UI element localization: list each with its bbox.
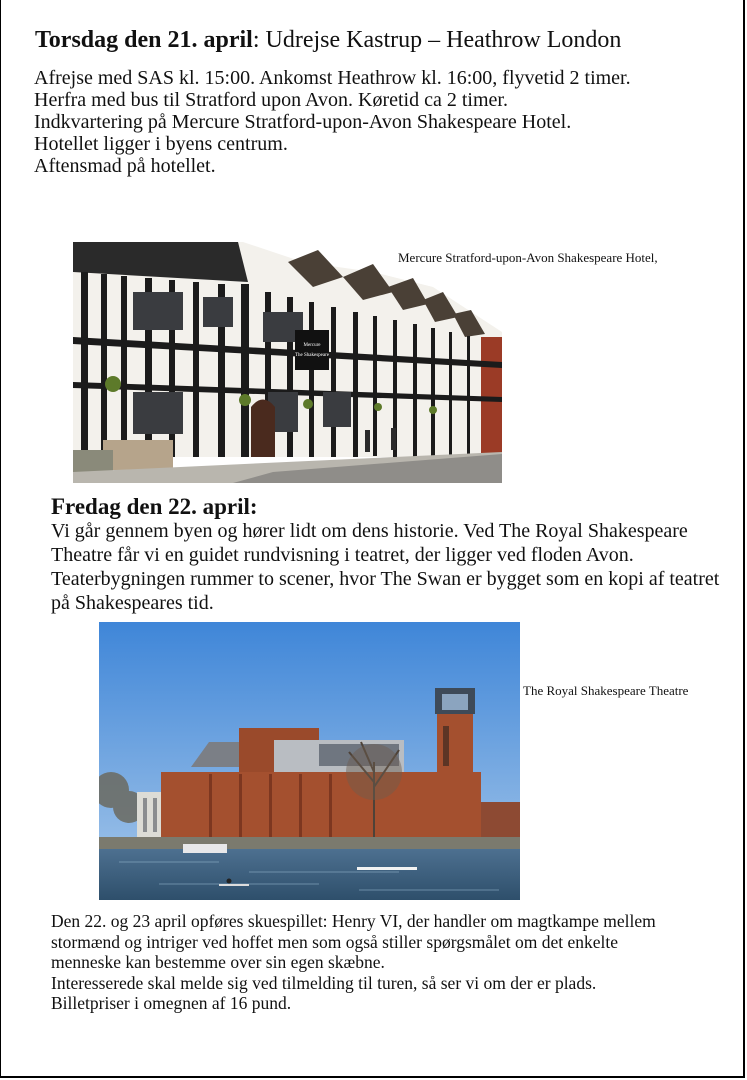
theatre-photo-caption: The Royal Shakespeare Theatre xyxy=(523,683,689,698)
play-line: Interesserede skal melde sig ved tilmelding til turen, så ser vi om der er plads. xyxy=(51,972,597,993)
day1-heading-route: : Udrejse Kastrup – Heathrow London xyxy=(252,27,622,53)
day2-heading: Fredag den 22. april: xyxy=(51,494,258,519)
hotel-sign-text-2: The Shakespeare xyxy=(294,353,330,358)
hotel-sign-text: Mercure xyxy=(303,343,321,348)
hotel-photo xyxy=(73,242,502,483)
day1-heading-date: Torsdag den 21. april xyxy=(35,27,253,53)
day1-heading xyxy=(35,26,735,54)
day1-body xyxy=(34,67,694,177)
day1-line: Herfra med bus til Stratford upon Avon. Køretid ca 2 timer. xyxy=(34,89,508,111)
play-info xyxy=(51,911,681,1014)
day1-line: Indkvartering på Mercure Stratford-upon-Avon Shakespeare Hotel. xyxy=(34,111,572,133)
play-line: Billetpriser i omegnen af 16 pund. xyxy=(51,993,292,1013)
day1-line: Aftensmad på hotellet. xyxy=(34,155,216,177)
day1-line: Hotellet ligger i byens centrum. xyxy=(34,133,288,155)
day1-line: Afrejse med SAS kl. 15:00. Ankomst Heathrow kl. 16:00, flyvetid 2 timer. xyxy=(34,67,631,89)
hotel-photo-caption: Mercure Stratford-upon-Avon Shakespeare Hotel, xyxy=(398,250,658,265)
day2-paragraph: Vi går gennem byen og hører lidt om dens historie. Ved The Royal Shakespeare Theatre får vi en guidet rundvisning i teatret, der ligger ved floden Avon. Teaterbygningen rummer to scener, hvor The Swan er bygget som en kopi af teatret på Shakespeares tid. xyxy=(51,520,720,614)
play-line: Den 22. og 23 april opføres skuespillet: Henry VI, der handler om magtkampe mellem stormænd og intriger ved hoffet men som også stiller spørgsmålet om det enkelte menneske kan bestemme over sin egen skæbne. xyxy=(51,911,656,972)
theatre-photo xyxy=(99,622,520,900)
